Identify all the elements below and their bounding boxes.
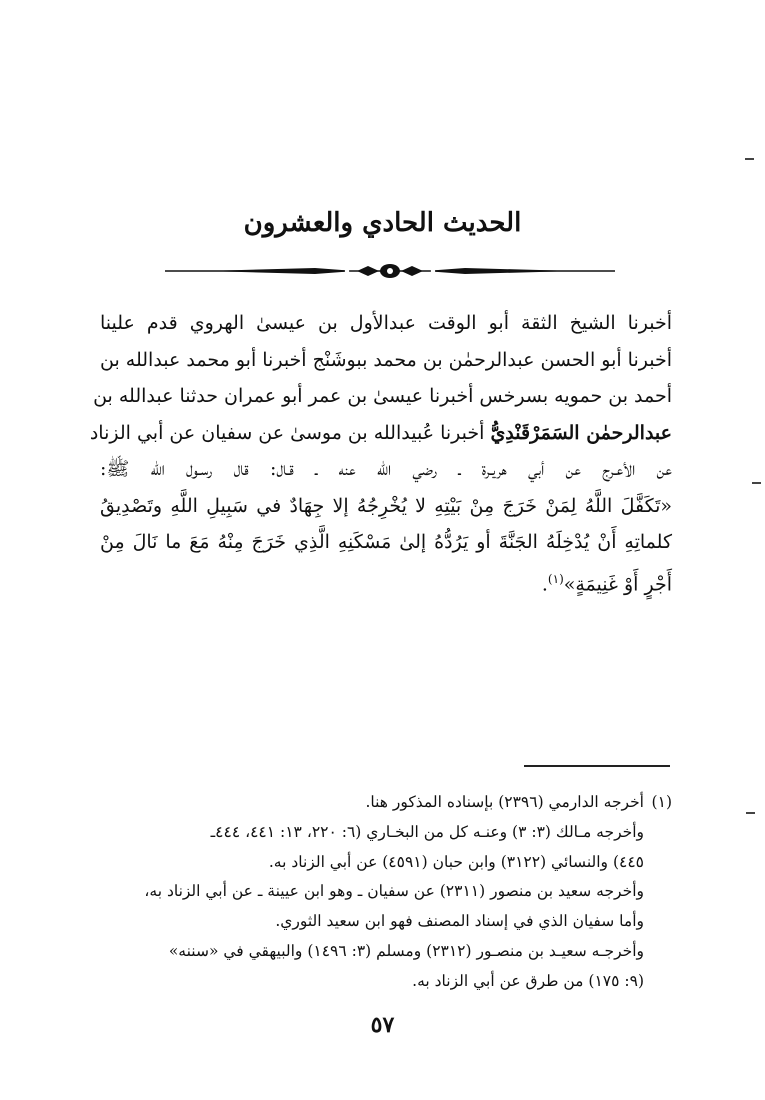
hadith-text xyxy=(89,305,672,602)
footnote-marker: (١) xyxy=(547,571,564,586)
scan-mark xyxy=(752,482,761,484)
scan-mark xyxy=(746,812,755,814)
text-line: عن الأعـرج عن أبي هريـرة ـ رضي الله عنه ـ قـال: قال رسـول الله ﷺ: xyxy=(100,458,672,480)
text-line: أخبرنا الشيخ الثقة أبو الوقت عبدالأول بن عيسىٰ الهروي قدم علينا xyxy=(100,312,672,334)
footnote-line: وأخرجه سعيد بن منصور (٢٣١١) عن سفيان ـ وهو ابن عيينة ـ عن أبي الزناد به، xyxy=(144,882,644,901)
footnotes xyxy=(100,788,672,997)
text-line xyxy=(89,415,672,452)
footnote-text: أخرجه الدارمي (٢٣٩٦) بإسناده المذكور هنا. xyxy=(365,793,644,811)
footnote-line: وأخرجـه سعيـد بن منصـور (٢٣١٢) ومسلم (٣: ١٤٩٦) والبيهقي في «سننه» xyxy=(168,941,644,960)
text-segment: . xyxy=(541,572,548,595)
text-line: «تَكَفَّلَ اللَّهُ لِمَنْ خَرَجَ مِنْ بَيْتِهِ لا يُخْرِجُهُ إلا جِهَادٌ في سَبِيلِ اللَّهِ وتَصْدِيقُ xyxy=(100,494,672,517)
footnote-line: (٩: ١٧٥) من طرق عن أبي الزناد به. xyxy=(412,971,644,990)
hadith-heading: الحديث الحادي والعشرون xyxy=(243,208,522,238)
text-line xyxy=(100,561,672,603)
footnote-line xyxy=(100,788,672,818)
text-line: أحمد بن حمويه بسرخس أخبرنا عيسىٰ بن عمر أبو عمران حدثنا عبدالله بن xyxy=(93,385,672,407)
footnote-line: ٤٤٥) والنسائي (٣١٢٢) وابن حبان (٤٥٩١) عن أبي الزناد به. xyxy=(268,852,644,871)
text-line: كلماتِهِ أَنْ يُدْخِلَهُ الجَنَّةَ أو يَرُدُّهُ إلىٰ مَسْكَنِهِ الَّذِي خَرَجَ مِنْهُ مَعَ ما نَالَ مِنْ xyxy=(100,531,672,553)
footnote-divider xyxy=(524,765,670,767)
ornament-divider-icon xyxy=(165,260,615,282)
footnote-number: (١) xyxy=(651,793,672,811)
text-segment: أَجْرٍ أَوْ غَنِيمَةٍ» xyxy=(563,572,672,595)
scan-mark xyxy=(745,158,754,160)
narrator-name: عبدالرحمٰن السَمَرْقَنْدِيُّ xyxy=(490,421,672,444)
page-number: ٥٧ xyxy=(370,1012,395,1038)
footnote-line: وأخرجه مـالك (٣: ٣) وعنـه كل من البخـاري (٦: ٢٢٠، ١٣: ٤٤١، ٤٤٤ـ xyxy=(210,822,644,841)
text-line: أخبرنا أبو الحسن عبدالرحمٰن بن محمد ببوشَنْج أخبرنا أبو محمد عبدالله بن xyxy=(99,348,672,371)
footnote-line: وأما سفيان الذي في إسناد المصنف فهو ابن سعيد الثوري. xyxy=(275,912,644,931)
text-segment: أخبرنا عُبيدالله بن موسىٰ عن سفيان عن أبي الزناد xyxy=(89,421,491,444)
